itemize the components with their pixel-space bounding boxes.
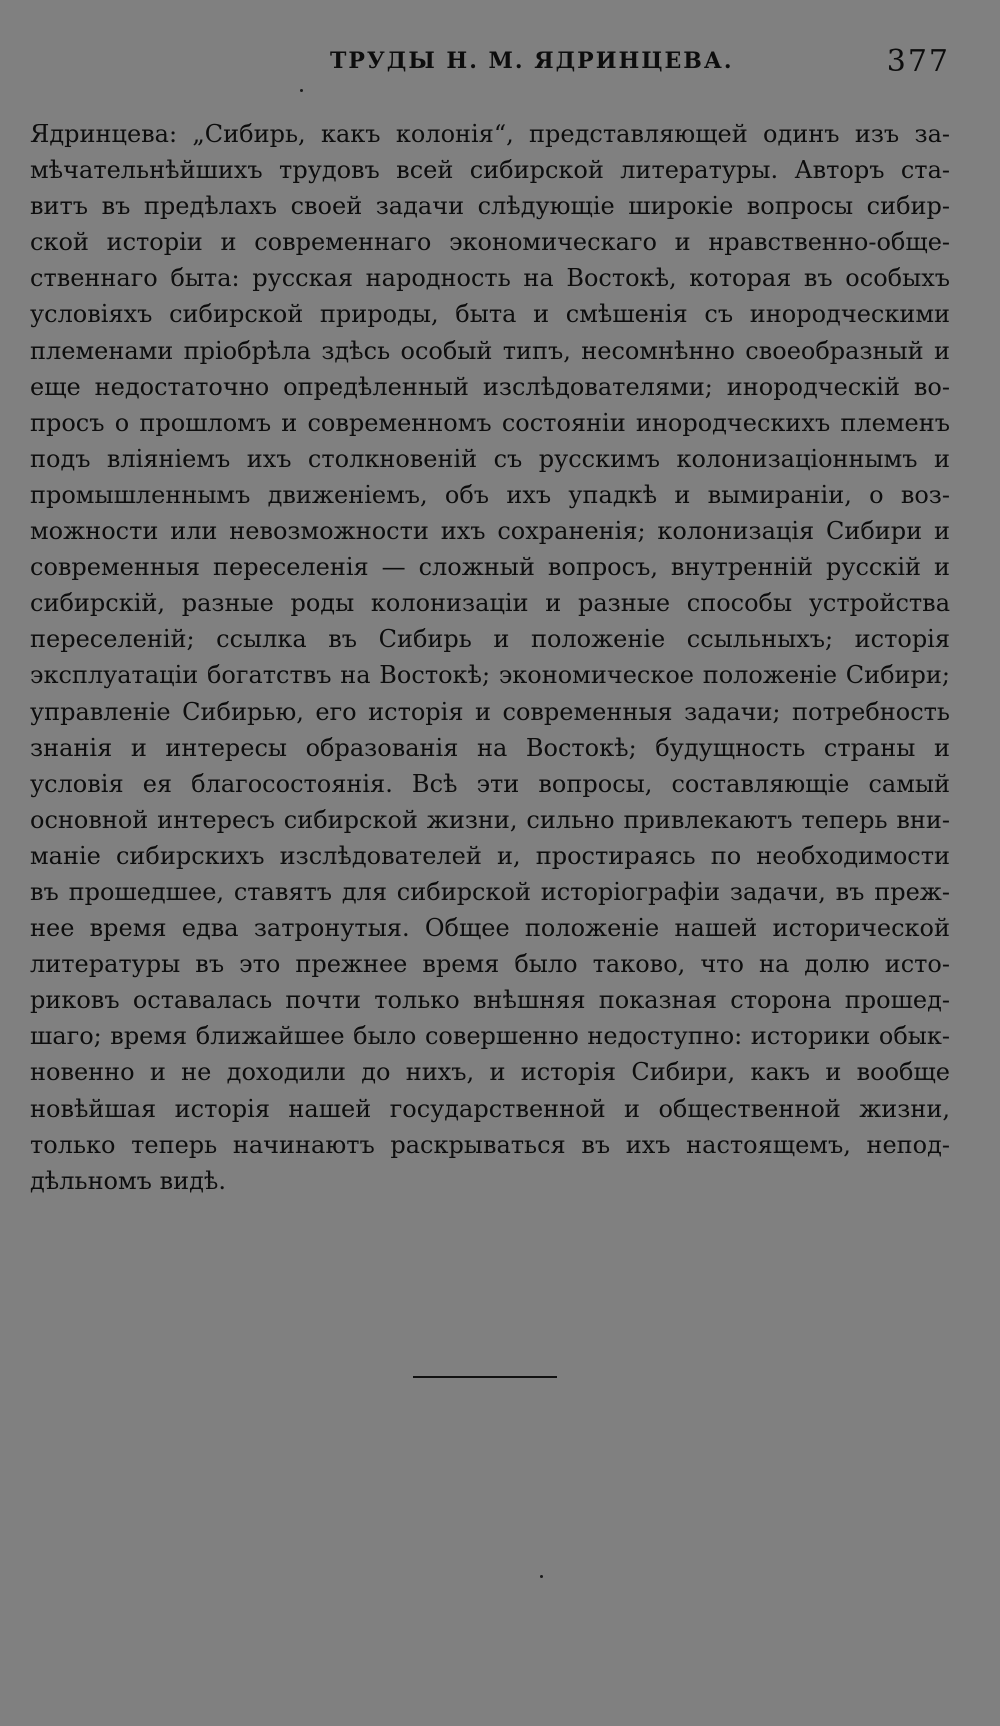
text-line: условіяхъ сибирской природы, быта и смѣшенія съ инородческими: [30, 300, 950, 329]
text-line: ственнаго быта: русская народность на Востокѣ, которая въ особыхъ: [30, 264, 950, 293]
text-line: витъ въ предѣлахъ своей задачи слѣдующіе широкіе вопросы сибир-: [30, 192, 950, 221]
text-line: мѣчательнѣйшихъ трудовъ всей сибирской литературы. Авторъ ста-: [30, 156, 950, 185]
page-number: 377: [886, 44, 950, 79]
text-line: еще недостаточно опредѣленный изслѣдователями; инородческій во-: [30, 372, 950, 401]
text-line: только теперь начинаютъ раскрываться въ ихъ настоящемъ, непод-: [30, 1130, 950, 1159]
text-line: знанія и интересы образованія на Востокѣ; будущность страны и: [30, 733, 950, 762]
text-line: основной интересъ сибирской жизни, сильно привлекаютъ теперь вни-: [30, 805, 950, 834]
text-line: въ прошедшее, ставятъ для сибирской исторіографіи задачи, въ преж-: [30, 877, 950, 906]
text-line: нее время едва затронутыя. Общее положеніе нашей исторической: [30, 914, 950, 943]
text-line: можности или невозможности ихъ сохраненія; колонизація Сибири и: [30, 517, 950, 546]
text-line: сибирскій, разные роды колонизаціи и разные способы устройства: [30, 589, 950, 618]
text-line: маніе сибирскихъ изслѣдователей и, простираясь по необходимости: [30, 841, 950, 870]
text-line: племенами пріобрѣла здѣсь особый типъ, несомнѣнно своеобразный и: [30, 336, 950, 365]
text-line: новенно и не доходили до нихъ, и исторія Сибири, какъ и вообще: [30, 1058, 950, 1087]
text-line: условія ея благосостоянія. Всѣ эти вопросы, составляющіе самый: [30, 769, 950, 798]
text-line: шаго; время ближайшее было совершенно недоступно: историки обык-: [30, 1022, 950, 1051]
text-line: переселеній; ссылка въ Сибирь и положеніе ссыльныхъ; исторія: [30, 625, 950, 654]
running-header: ТРУДЫ Н. М. ЯДРИНЦЕВА.: [330, 48, 734, 74]
section-end-rule: [413, 1376, 557, 1378]
text-line: новѣйшая исторія нашей государственной и общественной жизни,: [30, 1094, 950, 1123]
text-line: современныя переселенія — сложный вопросъ, внутренній русскій и: [30, 553, 950, 582]
text-line: подъ вліяніемъ ихъ столкновеній съ русскимъ колонизаціоннымъ и: [30, 444, 950, 473]
text-line: промышленнымъ движеніемъ, объ ихъ упадкѣ и вымираніи, о воз-: [30, 480, 950, 509]
text-line: Ядринцева: „Сибирь, какъ колонія“, представляющей одинъ изъ за-: [30, 120, 950, 148]
text-line: просъ о прошломъ и современномъ состояніи инородческихъ племенъ: [30, 408, 950, 437]
text-line: управленіе Сибирью, его исторія и современныя задачи; потребность: [30, 697, 950, 726]
text-line: риковъ оставалась почти только внѣшняя показная сторона прошед-: [30, 986, 950, 1015]
text-line: ской исторіи и современнаго экономическаго и нравственно-обще-: [30, 228, 950, 257]
text-line: литературы въ это прежнее время было таково, что на долю исто-: [30, 950, 950, 979]
body-text: [30, 116, 950, 1199]
print-speck: [540, 1575, 543, 1578]
text-line: дѣльномъ видѣ.: [30, 1166, 226, 1195]
text-line: эксплуатаціи богатствъ на Востокѣ; экономическое положеніе Сибири;: [30, 661, 950, 690]
print-speck: [300, 89, 303, 92]
